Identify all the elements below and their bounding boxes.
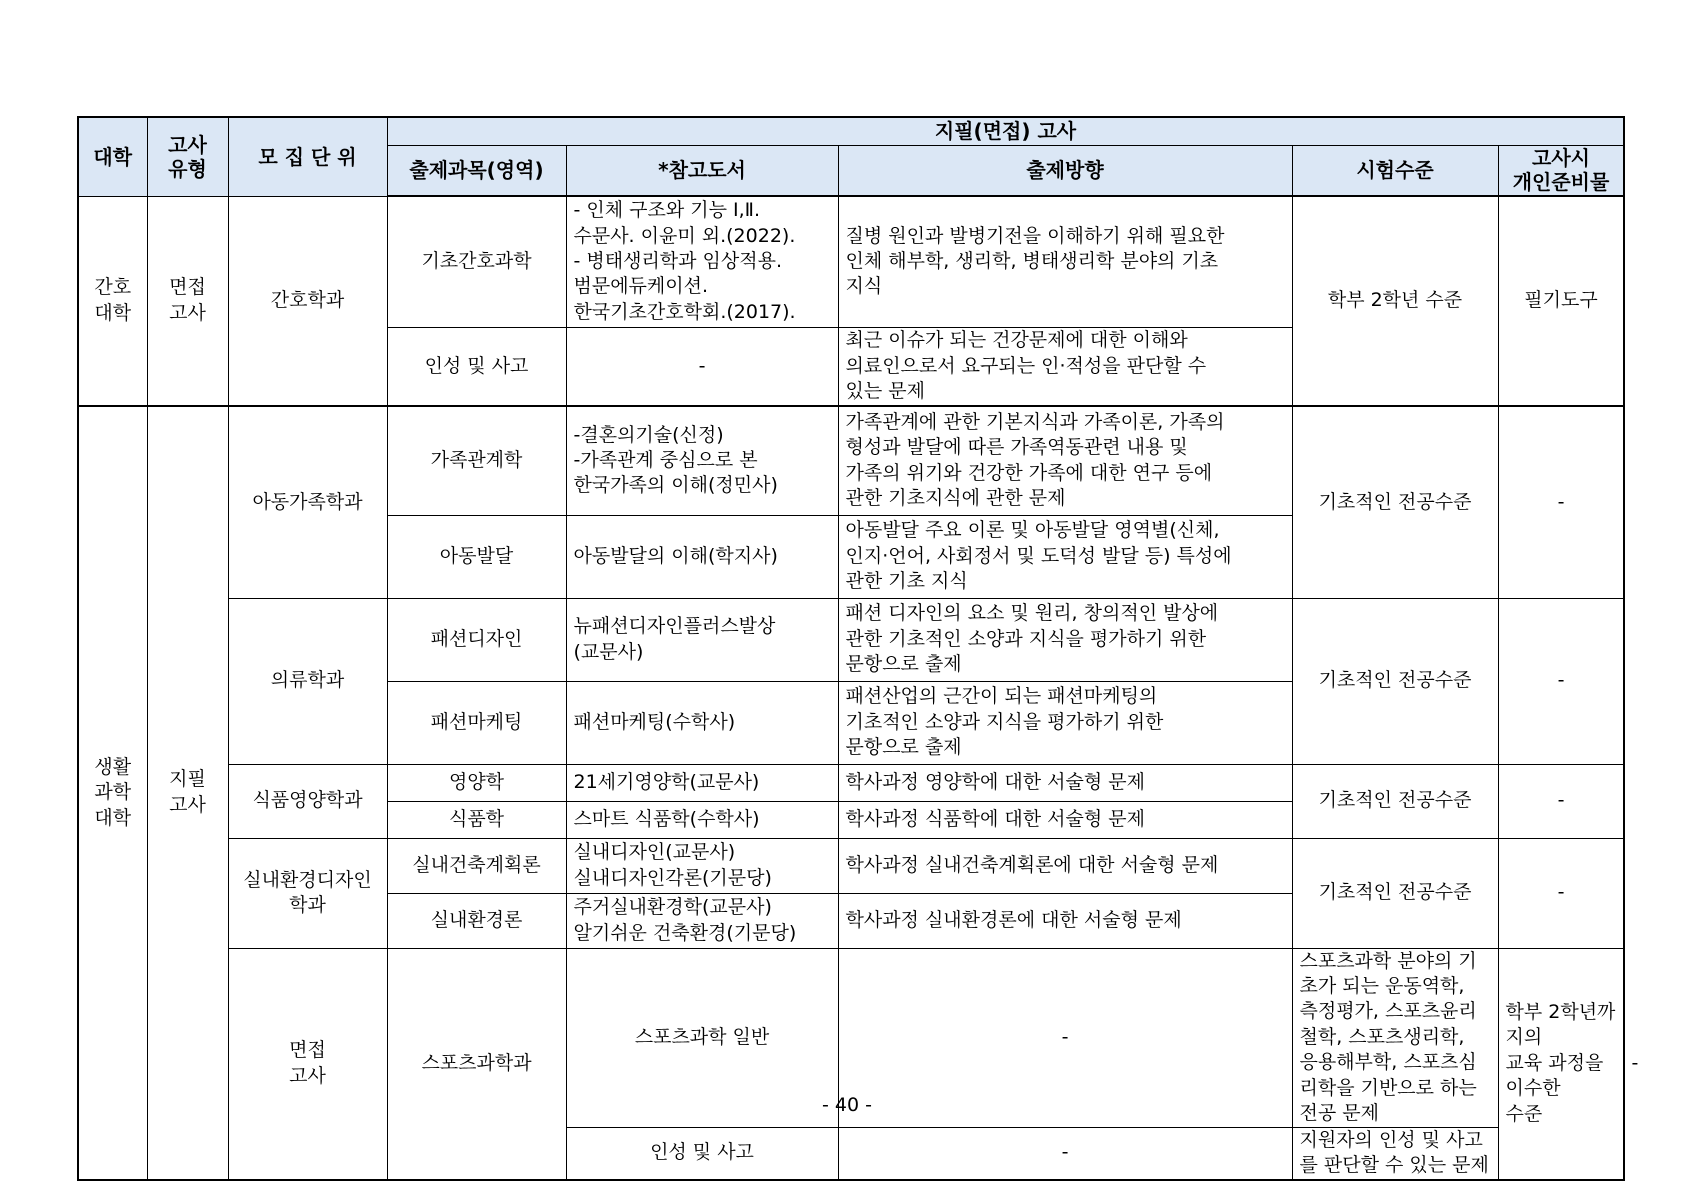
direction-cell: 가족관계에 관한 기본지식과 가족이론, 가족의 형성과 발달에 따른 가족역동관련 내용 및 가족의 위기와 건강한 가족에 대한 연구 등에 관한 기초지식에 관한 문제 bbox=[838, 406, 1292, 515]
level-cell: 학부 2학년까지의 교육 과정을 이수한 수준 bbox=[1498, 948, 1624, 1180]
unit-cell: 식품영양학과 bbox=[228, 764, 387, 838]
reference-cell: - 인체 구조와 기능 Ⅰ,Ⅱ. 수문사. 이윤미 외.(2022). - 병태생리학과 임상적용. 범문에듀케이션. 한국기초간호학회.(2017). bbox=[566, 196, 838, 327]
header-materials: 고사시 개인준비물 bbox=[1498, 145, 1624, 196]
reference-cell: -결혼의기술(신정) -가족관계 중심으로 본 한국가족의 이해(정민사) bbox=[566, 406, 838, 515]
direction-cell: 패션산업의 근간이 되는 패션마케팅의 기초적인 소양과 지식을 평가하기 위한 문항으로 출제 bbox=[838, 681, 1292, 764]
level-cell: 기초적인 전공수준 bbox=[1292, 406, 1498, 598]
header-exam-type: 고사 유형 bbox=[147, 117, 228, 196]
reference-cell: - bbox=[838, 948, 1292, 1127]
reference-cell: 스마트 식품학(수학사) bbox=[566, 801, 838, 838]
reference-cell: - bbox=[838, 1127, 1292, 1179]
subject-cell: 식품학 bbox=[387, 801, 566, 838]
direction-cell: 학사과정 실내건축계획론에 대한 서술형 문제 bbox=[838, 838, 1292, 893]
college-cell: 간호 대학 bbox=[78, 196, 147, 406]
direction-cell: 스포츠과학 분야의 기초가 되는 운동역학, 측정평가, 스포츠윤리철학, 스포츠생리학, 응용해부학, 스포츠심리학을 기반으로 하는 전공 문제 bbox=[1292, 948, 1498, 1127]
reference-cell: 패션마케팅(수학사) bbox=[566, 681, 838, 764]
exam-type-cell: 면접 고사 bbox=[228, 948, 387, 1180]
subject-cell: 인성 및 사고 bbox=[387, 327, 566, 406]
unit-cell: 간호학과 bbox=[228, 196, 387, 406]
subject-cell: 가족관계학 bbox=[387, 406, 566, 515]
direction-cell: 학사과정 실내환경론에 대한 서술형 문제 bbox=[838, 893, 1292, 948]
level-cell: 기초적인 전공수준 bbox=[1292, 764, 1498, 838]
reference-cell: 실내디자인(교문사) 실내디자인각론(기문당) bbox=[566, 838, 838, 893]
direction-cell: 지원자의 인성 및 사고를 판단할 수 있는 문제 bbox=[1292, 1127, 1498, 1179]
exam-type-cell: 지필 고사 bbox=[147, 406, 228, 1180]
subject-cell: 스포츠과학 일반 bbox=[566, 948, 838, 1127]
header-group-title: 지필(면접) 고사 bbox=[387, 117, 1624, 145]
level-cell: 학부 2학년 수준 bbox=[1292, 196, 1498, 406]
subject-cell: 패션디자인 bbox=[387, 598, 566, 681]
direction-cell: 학사과정 영양학에 대한 서술형 문제 bbox=[838, 764, 1292, 801]
subject-cell: 패션마케팅 bbox=[387, 681, 566, 764]
header-level: 시험수준 bbox=[1292, 145, 1498, 196]
direction-cell: 패션 디자인의 요소 및 원리, 창의적인 발상에 관한 기초적인 소양과 지식을 평가하기 위한 문항으로 출제 bbox=[838, 598, 1292, 681]
materials-cell: - bbox=[1498, 838, 1624, 948]
subject-cell: 실내환경론 bbox=[387, 893, 566, 948]
header-college: 대학 bbox=[78, 117, 147, 196]
unit-cell: 의류학과 bbox=[228, 598, 387, 764]
table-row bbox=[78, 196, 1624, 327]
reference-cell: 아동발달의 이해(학지사) bbox=[566, 515, 838, 598]
level-cell: 기초적인 전공수준 bbox=[1292, 838, 1498, 948]
header-reference: *참고도서 bbox=[566, 145, 838, 196]
unit-cell: 실내환경디자인 학과 bbox=[228, 838, 387, 948]
exam-type-cell: 면접 고사 bbox=[147, 196, 228, 406]
table-row bbox=[78, 406, 1624, 515]
table-row bbox=[78, 838, 1624, 893]
direction-cell: 최근 이슈가 되는 건강문제에 대한 이해와 의료인으로서 요구되는 인·적성을 판단할 수 있는 문제 bbox=[838, 327, 1292, 406]
college-cell: 생활 과학 대학 bbox=[78, 406, 147, 1180]
reference-cell: 21세기영양학(교문사) bbox=[566, 764, 838, 801]
subject-cell: 아동발달 bbox=[387, 515, 566, 598]
reference-cell: 뉴패션디자인플러스발상 (교문사) bbox=[566, 598, 838, 681]
level-cell: 기초적인 전공수준 bbox=[1292, 598, 1498, 764]
materials-cell: - bbox=[1498, 406, 1624, 598]
direction-cell: 아동발달 주요 이론 및 아동발달 영역별(신체, 인지·언어, 사회정서 및 도덕성 발달 등) 특성에 관한 기초 지식 bbox=[838, 515, 1292, 598]
exam-table bbox=[77, 116, 1639, 1181]
table-row: 면접 고사 스포츠과학과 스포츠과학 일반 - 스포츠과학 분야의 기초가 되는 운동역학, 측정평가, 스포츠윤리철학, 스포츠생리학, 응용해부학, 스포츠심리학을 기반으로 하는 전공 문제 학부 2학년까지의 교육 과정을 이수한 수준 - bbox=[78, 948, 1624, 1127]
subject-cell: 실내건축계획론 bbox=[387, 838, 566, 893]
reference-cell: 주거실내환경학(교문사) 알기쉬운 건축환경(기문당) bbox=[566, 893, 838, 948]
unit-cell: 아동가족학과 bbox=[228, 406, 387, 598]
subject-cell: 기초간호과학 bbox=[387, 196, 566, 327]
unit-cell: 스포츠과학과 bbox=[387, 948, 566, 1180]
table-row bbox=[78, 598, 1624, 681]
materials-cell: - bbox=[1498, 598, 1624, 764]
header-unit: 모 집 단 위 bbox=[228, 117, 387, 196]
subject-cell: 영양학 bbox=[387, 764, 566, 801]
reference-cell: - bbox=[566, 327, 838, 406]
materials-cell: 필기도구 bbox=[1498, 196, 1624, 406]
page-number: - 40 - bbox=[822, 1094, 872, 1116]
table-row bbox=[78, 764, 1624, 801]
header-subject: 출제과목(영역) bbox=[387, 145, 566, 196]
direction-cell: 학사과정 식품학에 대한 서술형 문제 bbox=[838, 801, 1292, 838]
subject-cell: 인성 및 사고 bbox=[566, 1127, 838, 1179]
header-direction: 출제방향 bbox=[838, 145, 1292, 196]
materials-cell: - bbox=[1498, 764, 1624, 838]
direction-cell: 질병 원인과 발병기전을 이해하기 위해 필요한 인체 해부학, 생리학, 병태생리학 분야의 기초 지식 bbox=[838, 196, 1292, 327]
